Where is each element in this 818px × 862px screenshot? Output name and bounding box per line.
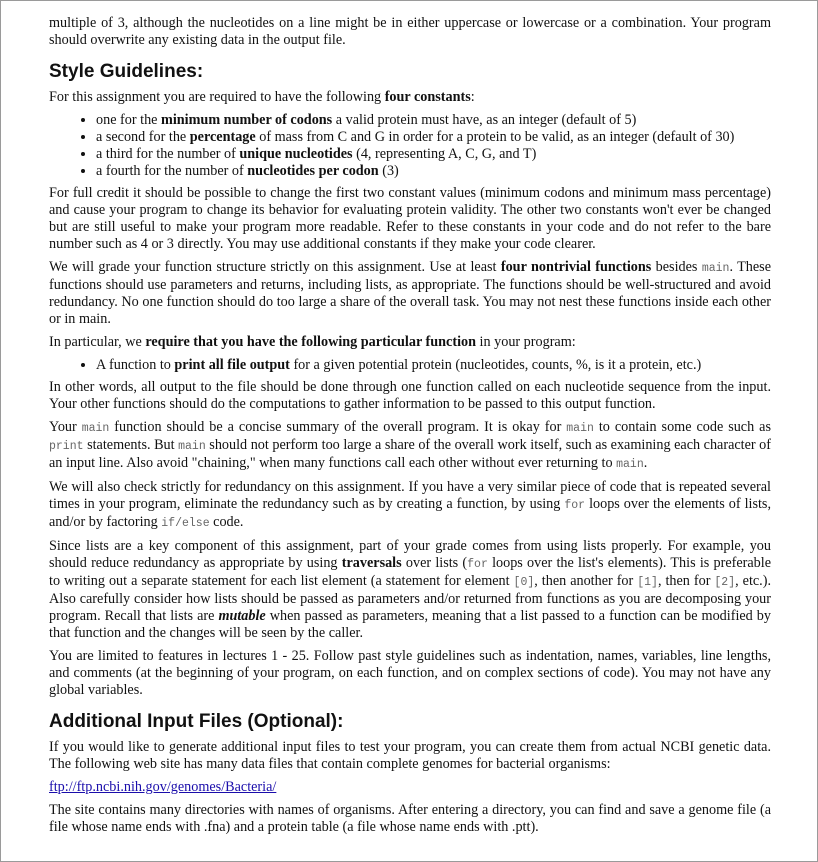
list-item: • a fourth for the number of nucleotides per codon (3) xyxy=(96,163,771,180)
required-function-list xyxy=(49,357,771,374)
function-structure-paragraph: We will grade your function structure strictly on this assignment. Use at least four nontrivial functions besides main. These functions should use parameters and returns, including lists, as appropriate. The functions should be well-structured and avoid redundancy. No one function should do too large a share of the overall task. You may not nest these functions inside each other or in main. xyxy=(49,259,771,327)
constants-intro: For this assignment you are required to have the following four constants: xyxy=(49,89,475,105)
additional-input-heading: Additional Input Files (Optional): xyxy=(49,711,344,732)
additional-input-paragraph: If you would like to generate additional input files to test your program, you can create them from actual NCBI genetic data. The following web site has many data files that contain complete genomes for bacterial organisms: xyxy=(49,739,771,772)
site-description-paragraph: The site contains many directories with names of organisms. After entering a directory, you can find and save a genome file (a file whose name ends with .fna) and a protein table (a file whose name ends with .ptt). xyxy=(49,802,771,835)
document-content xyxy=(49,15,771,842)
required-function-paragraph: In particular, we require that you have the following particular function in your program: xyxy=(49,334,576,350)
main-function-paragraph: Your main function should be a concise summary of the overall program. It is okay for main to contain some code such as print statements. But main should not perform too large a share of the overall work itself, such as examining each character of an input line. Also avoid "chaining," when many functions call each other without ever returning to main. xyxy=(49,419,771,471)
list-item: • one for the minimum number of codons a valid protein must have, as an integer (default of 5) xyxy=(96,112,771,129)
list-item: • a third for the number of unique nucleotides (4, representing A, C, G, and T) xyxy=(96,146,771,163)
output-function-paragraph: In other words, all output to the file should be done through one function called on each nucleotide sequence from the input. Your other functions should do the computations to gather information to be passed to this output function. xyxy=(49,379,771,412)
style-guidelines-heading: Style Guidelines: xyxy=(49,61,204,82)
list-item: • A function to print all file output for a given potential protein (nucleotides, counts, %, is it a protein, etc.) xyxy=(96,357,771,374)
list-item: • a second for the percentage of mass from C and G in order for a protein to be valid, as an integer (default of 30) xyxy=(96,129,771,146)
ncbi-link-paragraph xyxy=(49,779,771,796)
lists-paragraph: Since lists are a key component of this assignment, part of your grade comes from using lists properly. For example, you should reduce redundancy as appropriate by using traversals over lists (for loops over the list's elements). This is preferable to writing out a separate statement for each list element (a statement for element [0], then another for [1], then for [2], etc.). Also carefully consider how lists should be passed as parameters and/or returned from functions as you are decomposing your program. Recall that lists are mutable when passed as parameters, meaning that a list passed to a function can be modified by that function and the changes will be seen by the caller. xyxy=(49,538,772,641)
constants-paragraph: For full credit it should be possible to change the first two constant values (minimum codons and minimum mass percentage) and cause your program to change its behavior for evaluating protein validity. The other two constants won't ever be changed but are still useful to make your program more readable. Refer to these constants in your code and do not refer to the bare number such as 4 or 3 directly. You may use additional constants if they make your code clearer. xyxy=(49,185,771,252)
constants-list xyxy=(49,112,771,180)
intro-continuation: multiple of 3, although the nucleotides on a line might be in either uppercase or lowercase or a combination. Your program should overwrite any existing data in the output file. xyxy=(49,15,771,48)
limits-paragraph: You are limited to features in lectures 1 - 25. Follow past style guidelines such as indentation, names, variables, line lengths, and comments (at the beginning of your program, on each function, and on complex sections of code). You may not have any global variables. xyxy=(49,648,771,698)
ncbi-ftp-link[interactable]: ftp://ftp.ncbi.nih.gov/genomes/Bacteria/ xyxy=(49,779,277,795)
redundancy-paragraph: We will also check strictly for redundancy on this assignment. If you have a very similar piece of code that is repeated several times in your program, eliminate the redundancy such as by creating a function, by using for loops over the elements of lists, and/or by factoring if/else code. xyxy=(49,479,771,530)
